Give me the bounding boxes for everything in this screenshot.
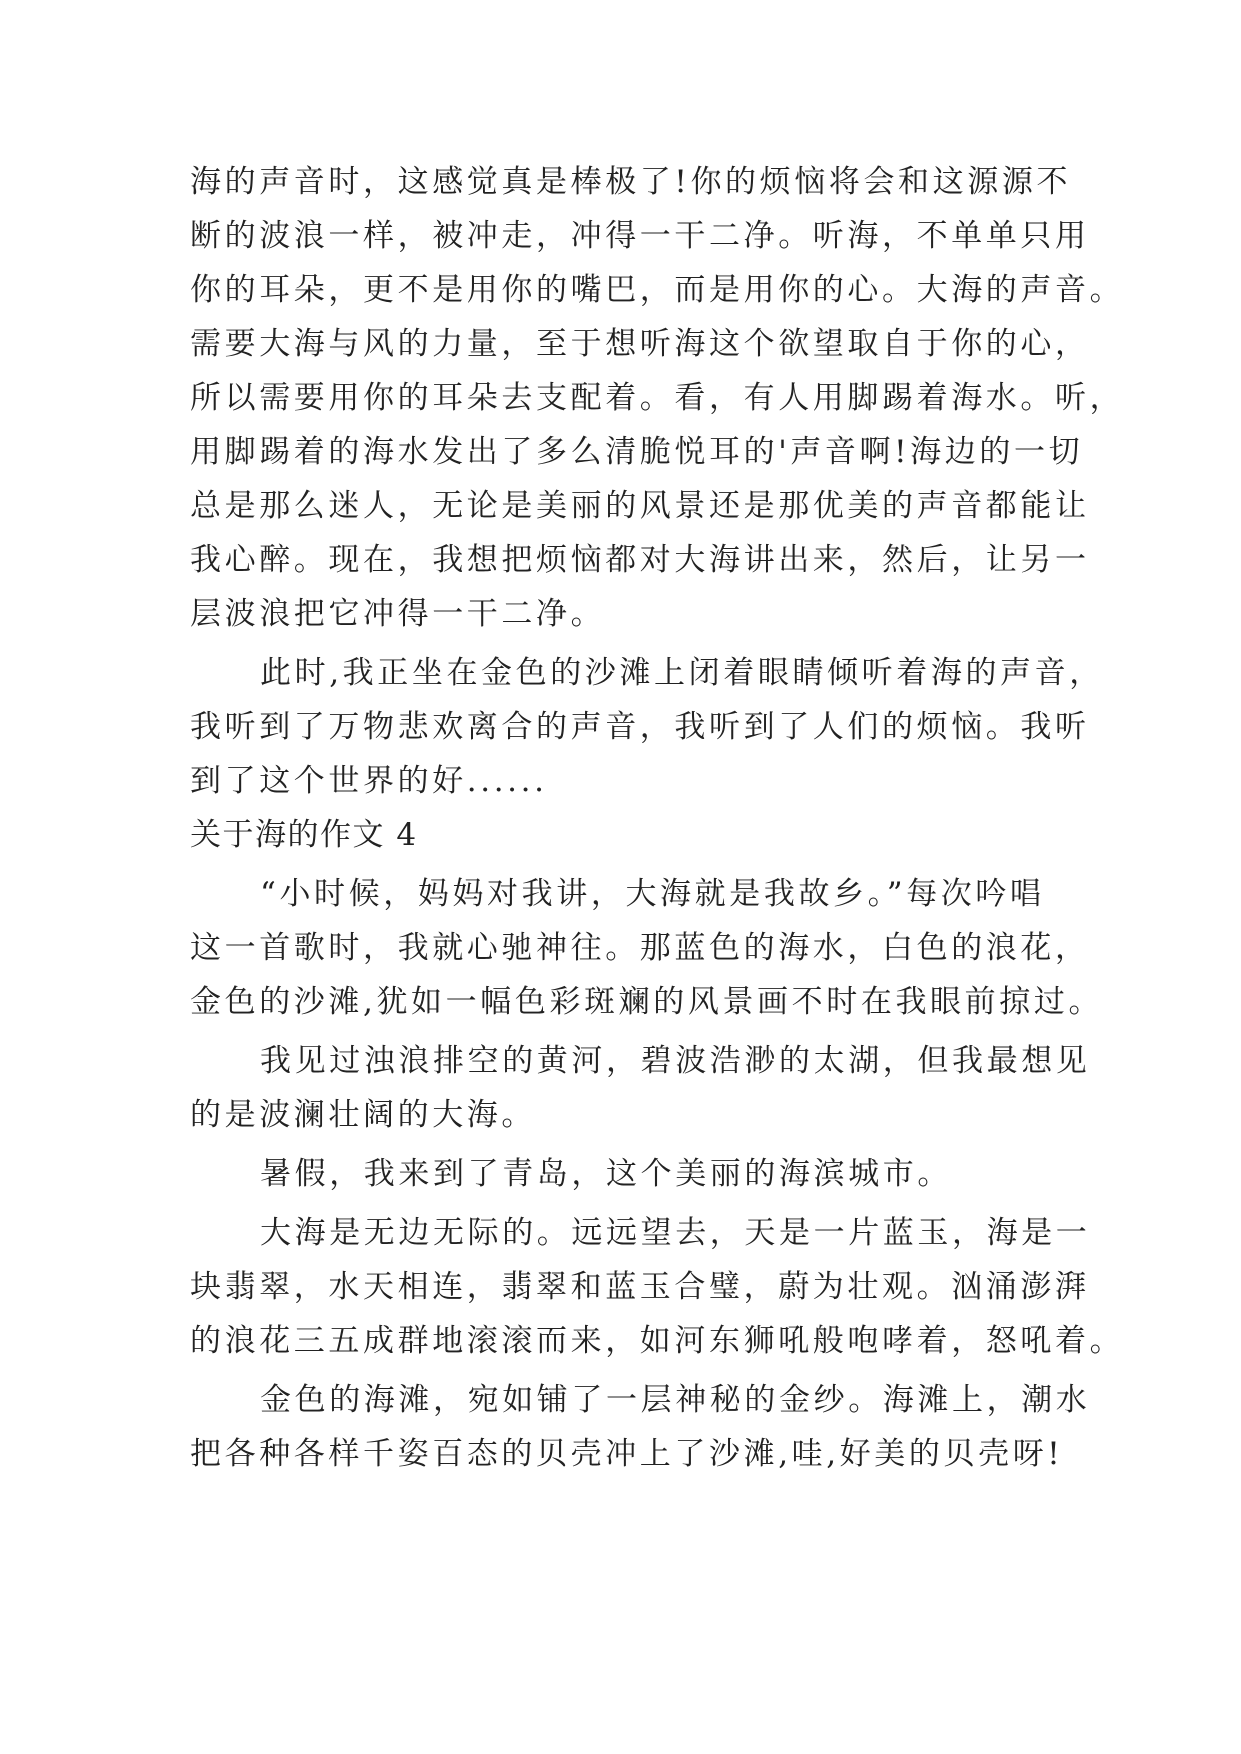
text-line: 的浪花三五成群地滚滚而来，如河东狮吼般咆哮着，怒吼着。 (190, 1323, 1125, 1359)
paragraph-2 (190, 646, 1104, 808)
text-line: 所以需要用你的耳朵去支配着。看，有人用脚踢着海水。听， (190, 380, 1125, 416)
text-line: “小时候，妈妈对我讲，大海就是我故乡。”每次吟唱 (260, 876, 1045, 912)
text-line: 这一首歌时，我就心驰神往。那蓝色的海水，白色的浪花， (190, 930, 1090, 966)
text-line: 你的耳朵，更不是用你的嘴巴，而是用你的心。大海的声音。 (190, 272, 1125, 308)
text-line: 海的声音时，这感觉真是棒极了!你的烦恼将会和这源源不 (190, 164, 1072, 200)
text-line: 我见过浊浪排空的黄河，碧波浩渺的太湖，但我最想见 (260, 1043, 1091, 1079)
text-line: 用脚踢着的海水发出了多么清脆悦耳的'声音啊!海边的一切 (190, 434, 1084, 470)
text-line: 我听到了万物悲欢离合的声音，我听到了人们的烦恼。我听 (190, 709, 1090, 745)
paragraph-7 (190, 1373, 1091, 1481)
text-line: 暑假，我来到了青岛，这个美丽的海滨城市。 (260, 1156, 952, 1192)
text-line: 需要大海与风的力量，至于想听海这个欲望取自于你的心， (190, 326, 1090, 362)
section-heading: 关于海的作文 4 (190, 817, 418, 853)
text-line: 总是那么迷人，无论是美丽的风景还是那优美的声音都能让 (190, 488, 1090, 524)
text-line: 金色的海滩，宛如铺了一层神秘的金纱。海滩上，潮水 (260, 1382, 1091, 1418)
essay-body (190, 155, 1125, 1481)
text-line: 大海是无边无际的。远远望去，天是一片蓝玉，海是一 (260, 1215, 1091, 1251)
paragraph-6 (190, 1206, 1125, 1368)
text-line: 我心醉。现在，我想把烦恼都对大海讲出来，然后，让另一 (190, 542, 1090, 578)
paragraph-4 (190, 1034, 1091, 1142)
paragraph-3 (190, 867, 1104, 1029)
paragraph-5 (190, 1147, 1070, 1201)
text-line: 金色的沙滩,犹如一幅色彩斑斓的风景画不时在我眼前掠过。 (190, 984, 1104, 1020)
text-line: 此时,我正坐在金色的沙滩上闭着眼睛倾听着海的声音， (260, 655, 1104, 691)
text-line: 的是波澜壮阔的大海。 (190, 1097, 536, 1133)
text-line: 把各种各样千姿百态的贝壳冲上了沙滩,哇,好美的贝壳呀! (190, 1436, 1064, 1472)
text-line: 层波浪把它冲得一干二净。 (190, 596, 606, 632)
paragraph-1 (190, 155, 1125, 641)
text-line: 到了这个世界的好...... (190, 763, 548, 799)
text-line: 断的波浪一样，被冲走，冲得一干二净。听海，不单单只用 (190, 218, 1090, 254)
text-line: 块翡翠，水天相连，翡翠和蓝玉合璧，蔚为壮观。汹涌澎湃 (190, 1269, 1090, 1305)
